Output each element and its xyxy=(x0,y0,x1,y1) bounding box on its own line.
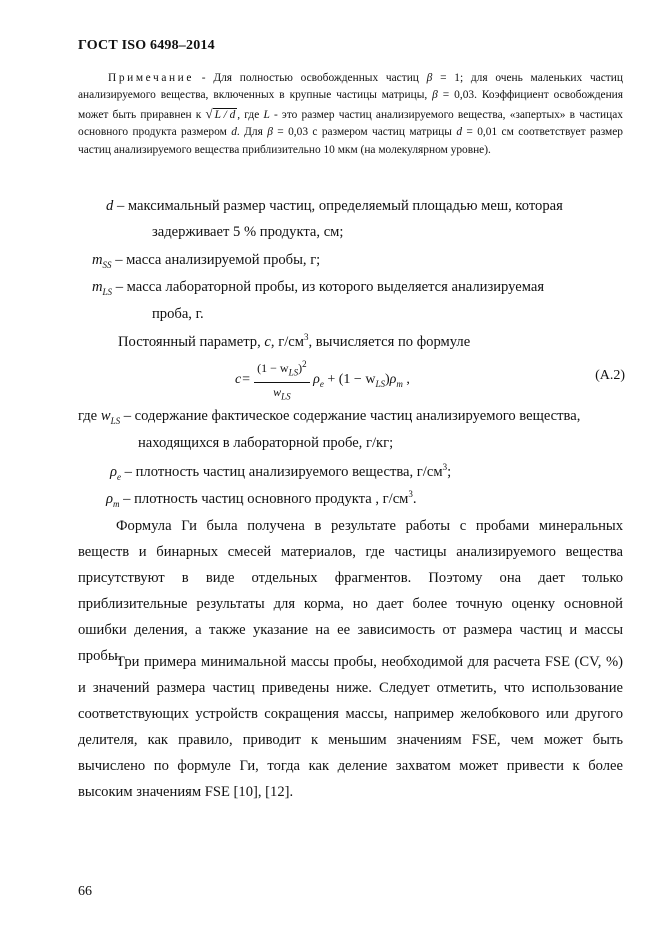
page-number: 66 xyxy=(78,884,92,899)
document-header: ГОСТ ISO 6498–2014 xyxy=(78,38,215,53)
def-mls-text: – масса лабораторной пробы, из которого выделяется анализируемая xyxy=(115,279,545,295)
note-beta: β xyxy=(267,126,273,139)
formula-numerator: $(1 - w_{LS})^2$ xyxy=(254,356,309,383)
note-beta: β xyxy=(426,72,433,84)
where-w-text-2: находящихся в лабораторной пробе, г/кг; xyxy=(138,435,394,451)
note-d: d xyxy=(456,126,463,139)
formula-lhs: c= xyxy=(235,372,251,388)
where-w-text: – содержание фактическое содержание частиц анализируемого вещества, xyxy=(123,408,581,424)
const-text-3: , вычисляется по формуле xyxy=(308,333,471,350)
where-lead: где xyxy=(78,408,98,424)
sqrt-icon: √ xyxy=(205,105,213,121)
where-w-line-1: где $w_{LS}$ – содержание фактическое содержание частиц анализируемого вещества, xyxy=(78,408,581,426)
def-mss-symbol: m xyxy=(92,252,103,268)
def-mls-sub: LS xyxy=(102,286,113,297)
def-d-line-1 xyxy=(106,198,563,215)
const-c: c xyxy=(264,333,271,350)
where-rho-m: $\rho_m$ – плотность частиц основного продукта , $г/см^3$. xyxy=(106,489,417,509)
note-text-3: = 0,03. Коэффициент освобождения может быть приравнен к xyxy=(78,89,624,121)
where-w-line-2 xyxy=(138,435,393,452)
def-d-text: – максимальный размер частиц, определяемый площадью меш, которая xyxy=(116,198,563,214)
def-mss-sub: SS xyxy=(102,259,112,270)
formula-denominator: $w_{LS}$ xyxy=(273,385,291,402)
note-text-1: - Для полностью освобожденных частиц xyxy=(201,72,419,84)
paragraph-1 xyxy=(78,513,623,669)
note-L: L xyxy=(263,108,270,121)
def-mss-text: – масса анализируемой пробы, г; xyxy=(115,252,321,268)
def-d-symbol: d xyxy=(106,198,114,214)
where-rho-m-text: – плотность частиц основного продукта , г/см xyxy=(123,490,409,507)
const-text-1: Постоянный параметр, xyxy=(118,333,261,350)
note-text-7: = 0,03 с размером частиц матрицы xyxy=(277,126,452,139)
note-block xyxy=(78,70,623,159)
note-text-6: . Для xyxy=(236,126,263,139)
const-param-line xyxy=(118,332,470,351)
paragraph-1-text: Формула Ги была получена в результате работы с пробами минеральных веществ и бинарных смесей материалов, где частицы анализируемого вещества присутствуют в виде отдельных фрагментов. Поэтому она дает только приблизительные результаты для корма, но дает более точную оценку основной ошибки деления, а также указание на ее зависимость от размера частиц и массы пробы. xyxy=(78,518,623,664)
def-d-text-2: задерживает 5 % продукта, см; xyxy=(152,224,344,240)
formula-fraction xyxy=(254,356,309,404)
note-label: Примечание xyxy=(108,72,195,84)
note-beta: β xyxy=(432,89,438,102)
const-sup: 3 xyxy=(303,332,309,342)
where-w-symbol: w xyxy=(100,408,111,424)
note-text-8: = 0,01 см соответствует размер частиц анализируемого вещества приблизительно 10 мкм (на молекулярном уровне). xyxy=(78,126,623,156)
formula-plus: + (1 − w xyxy=(327,372,376,388)
def-d-line-2 xyxy=(152,224,343,241)
where-rho-e-text: – плотность частиц анализируемого вещества, г/см xyxy=(124,463,443,480)
def-mls-line-2 xyxy=(152,306,204,323)
note-text-4: , где xyxy=(237,108,260,121)
formula-rho-e: ρ xyxy=(313,372,320,388)
note-text-2: = 1; для очень маленьких частиц анализируемого вещества, включенных в крупные частицы матрицы, xyxy=(78,72,623,102)
paragraph-2 xyxy=(78,649,623,805)
note-d: d xyxy=(231,126,237,139)
equation-number: (A.2) xyxy=(595,368,625,383)
paragraph-2-text: Три примера минимальной массы пробы, необходимой для расчета FSE (CV, %) и значений размера частиц приведены ниже. Следует отметить, что использование соответствующих устройств сокращения массы, например желобкового или другого делителя, как правило, приводит к меньшим значениям FSE, чем может быть вычислено по формуле Ги, тогда как деление захватом может привести к более высоким значениям FSE [10], [12]. xyxy=(78,654,623,800)
def-mss xyxy=(92,252,320,270)
note-text-5: - это размер частиц анализируемого вещества, «запертых» в частицах основного продукта размером xyxy=(78,108,623,139)
const-text-2: , г/см xyxy=(270,333,304,350)
def-mls-line-1 xyxy=(92,279,544,297)
formula-a2: c= $\frac{(1 - w_{LS})^2}{w_{LS}}$ $\rho_e + (1 - w_{LS})\rho_m$ , (A.2) xyxy=(235,356,625,400)
formula-rho-m: ρ xyxy=(389,372,397,388)
def-mls-symbol: m xyxy=(92,279,103,295)
where-rho-e: $\rho_e$ – плотность частиц анализируемого вещества, $г/см^3$; xyxy=(110,462,452,482)
note-sqrt: L / d xyxy=(214,108,236,121)
def-mls-text-2: проба, г. xyxy=(152,306,204,322)
